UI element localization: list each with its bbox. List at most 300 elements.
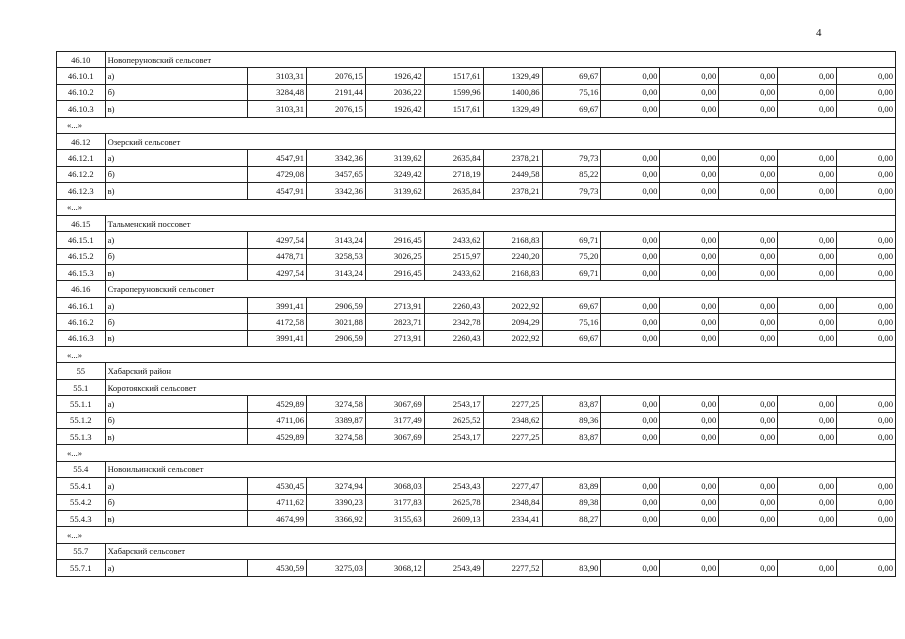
- row-variant: в): [105, 183, 248, 199]
- value-cell: 3258,53: [307, 248, 366, 264]
- value-cell: 2543,17: [424, 396, 483, 412]
- value-cell: 0,00: [660, 166, 719, 182]
- value-cell: 0,00: [601, 494, 660, 510]
- value-cell: 0,00: [778, 494, 837, 510]
- value-cell: 69,67: [542, 330, 601, 346]
- value-cell: 0,00: [601, 183, 660, 199]
- value-cell: 3274,58: [307, 396, 366, 412]
- value-cell: 69,67: [542, 68, 601, 84]
- value-cell: 3366,92: [307, 510, 366, 526]
- group-name: Коротоякский сельсовет: [105, 379, 895, 395]
- value-cell: 0,00: [719, 330, 778, 346]
- row-variant: б): [105, 494, 248, 510]
- value-cell: 2713,91: [365, 330, 424, 346]
- value-cell: 0,00: [601, 84, 660, 100]
- value-cell: 2094,29: [483, 314, 542, 330]
- value-cell: 0,00: [719, 412, 778, 428]
- table-row: [57, 330, 896, 346]
- row-variant: а): [105, 68, 248, 84]
- value-cell: 3177,49: [365, 412, 424, 428]
- value-cell: 2378,21: [483, 183, 542, 199]
- value-cell: 0,00: [660, 101, 719, 117]
- value-cell: 0,00: [660, 412, 719, 428]
- value-cell: 2916,45: [365, 265, 424, 281]
- group-name: Хабарский район: [105, 363, 895, 379]
- value-cell: 2713,91: [365, 297, 424, 313]
- group-name: Озерский сельсовет: [105, 133, 895, 149]
- group-header-row: [57, 133, 896, 149]
- row-code: 46.10.1: [57, 68, 106, 84]
- value-cell: 69,71: [542, 232, 601, 248]
- value-cell: 0,00: [778, 428, 837, 444]
- value-cell: 0,00: [601, 412, 660, 428]
- ellipsis-fill: [248, 199, 896, 215]
- row-code: 55.1.2: [57, 412, 106, 428]
- value-cell: 4297,54: [248, 265, 307, 281]
- row-variant: а): [105, 232, 248, 248]
- value-cell: 0,00: [719, 68, 778, 84]
- value-cell: 3103,31: [248, 68, 307, 84]
- group-header-row: [57, 215, 896, 231]
- row-code: 46.12: [57, 133, 106, 149]
- value-cell: 4547,91: [248, 183, 307, 199]
- group-header-row: [57, 281, 896, 297]
- row-code: 55.4: [57, 461, 106, 477]
- value-cell: 2625,52: [424, 412, 483, 428]
- value-cell: 0,00: [719, 428, 778, 444]
- value-cell: 0,00: [778, 330, 837, 346]
- table-row: [57, 101, 896, 117]
- value-cell: 0,00: [837, 396, 896, 412]
- value-cell: 0,00: [601, 68, 660, 84]
- row-code: 46.16: [57, 281, 106, 297]
- value-cell: 2433,62: [424, 232, 483, 248]
- value-cell: 0,00: [837, 248, 896, 264]
- value-cell: 2277,52: [483, 560, 542, 576]
- value-cell: 3390,23: [307, 494, 366, 510]
- value-cell: 0,00: [601, 330, 660, 346]
- value-cell: 0,00: [837, 166, 896, 182]
- value-cell: 2022,92: [483, 297, 542, 313]
- value-cell: 2168,83: [483, 232, 542, 248]
- table-row: [57, 494, 896, 510]
- value-cell: 3068,03: [365, 478, 424, 494]
- value-cell: 89,38: [542, 494, 601, 510]
- value-cell: 2625,78: [424, 494, 483, 510]
- value-cell: 0,00: [719, 297, 778, 313]
- value-cell: 83,87: [542, 396, 601, 412]
- row-code: 55.7: [57, 543, 106, 559]
- value-cell: 0,00: [601, 101, 660, 117]
- value-cell: 0,00: [837, 68, 896, 84]
- ellipsis-fill: [248, 527, 896, 543]
- value-cell: 0,00: [601, 396, 660, 412]
- value-cell: 69,67: [542, 297, 601, 313]
- value-cell: 0,00: [837, 478, 896, 494]
- value-cell: 75,20: [542, 248, 601, 264]
- value-cell: 0,00: [778, 560, 837, 576]
- value-cell: 4711,62: [248, 494, 307, 510]
- value-cell: 2277,25: [483, 396, 542, 412]
- value-cell: 0,00: [660, 183, 719, 199]
- value-cell: 2635,84: [424, 183, 483, 199]
- value-cell: 0,00: [660, 478, 719, 494]
- value-cell: 3143,24: [307, 232, 366, 248]
- value-cell: 3068,12: [365, 560, 424, 576]
- table-row: [57, 248, 896, 264]
- page-number: 4: [816, 27, 822, 39]
- value-cell: 3103,31: [248, 101, 307, 117]
- value-cell: 4529,89: [248, 428, 307, 444]
- value-cell: 2543,49: [424, 560, 483, 576]
- value-cell: 0,00: [837, 412, 896, 428]
- value-cell: 3991,41: [248, 297, 307, 313]
- value-cell: 2906,59: [307, 330, 366, 346]
- value-cell: 4529,89: [248, 396, 307, 412]
- value-cell: 75,16: [542, 314, 601, 330]
- value-cell: 1400,86: [483, 84, 542, 100]
- row-code: 46.12.1: [57, 150, 106, 166]
- ellipsis-mark: «...»: [57, 527, 248, 543]
- value-cell: 83,89: [542, 478, 601, 494]
- value-cell: 0,00: [719, 494, 778, 510]
- table-body: [57, 52, 896, 577]
- value-cell: 2277,47: [483, 478, 542, 494]
- value-cell: 0,00: [660, 68, 719, 84]
- row-code: 46.10.3: [57, 101, 106, 117]
- value-cell: 0,00: [660, 510, 719, 526]
- value-cell: 0,00: [719, 314, 778, 330]
- value-cell: 4530,59: [248, 560, 307, 576]
- value-cell: 4711,06: [248, 412, 307, 428]
- value-cell: 4530,45: [248, 478, 307, 494]
- value-cell: 0,00: [601, 265, 660, 281]
- value-cell: 0,00: [719, 84, 778, 100]
- value-cell: 3457,65: [307, 166, 366, 182]
- value-cell: 0,00: [778, 183, 837, 199]
- value-cell: 85,22: [542, 166, 601, 182]
- group-header-row: [57, 543, 896, 559]
- value-cell: 69,71: [542, 265, 601, 281]
- value-cell: 2348,84: [483, 494, 542, 510]
- value-cell: 3274,58: [307, 428, 366, 444]
- value-cell: 2240,20: [483, 248, 542, 264]
- value-cell: 0,00: [837, 494, 896, 510]
- row-variant: в): [105, 330, 248, 346]
- value-cell: 2378,21: [483, 150, 542, 166]
- table-row: [57, 183, 896, 199]
- group-header-row: [57, 363, 896, 379]
- group-header-row: [57, 52, 896, 68]
- value-cell: 0,00: [719, 478, 778, 494]
- row-variant: в): [105, 101, 248, 117]
- row-variant: а): [105, 478, 248, 494]
- value-cell: 0,00: [719, 150, 778, 166]
- value-cell: 2433,62: [424, 265, 483, 281]
- value-cell: 0,00: [778, 510, 837, 526]
- value-cell: 3274,94: [307, 478, 366, 494]
- ellipsis-fill: [248, 347, 896, 363]
- value-cell: 2191,44: [307, 84, 366, 100]
- group-name: Староперуновский сельсовет: [105, 281, 895, 297]
- ellipsis-mark: «...»: [57, 199, 248, 215]
- value-cell: 4674,99: [248, 510, 307, 526]
- table-row: [57, 68, 896, 84]
- value-cell: 1926,42: [365, 68, 424, 84]
- value-cell: 3067,69: [365, 396, 424, 412]
- value-cell: 2449,58: [483, 166, 542, 182]
- value-cell: 3389,87: [307, 412, 366, 428]
- value-cell: 0,00: [778, 297, 837, 313]
- table-row: [57, 150, 896, 166]
- table-row: [57, 478, 896, 494]
- row-code: 55.4.3: [57, 510, 106, 526]
- row-code: 55.1: [57, 379, 106, 395]
- table-row: [57, 232, 896, 248]
- value-cell: 0,00: [601, 232, 660, 248]
- value-cell: 3026,25: [365, 248, 424, 264]
- value-cell: 69,67: [542, 101, 601, 117]
- group-name: Хабарский сельсовет: [105, 543, 895, 559]
- value-cell: 4547,91: [248, 150, 307, 166]
- ellipsis-mark: «...»: [57, 347, 248, 363]
- value-cell: 2277,25: [483, 428, 542, 444]
- ellipsis-row: [57, 199, 896, 215]
- value-cell: 3342,36: [307, 150, 366, 166]
- row-variant: б): [105, 84, 248, 100]
- value-cell: 3275,03: [307, 560, 366, 576]
- value-cell: 0,00: [719, 265, 778, 281]
- table-row: [57, 428, 896, 444]
- value-cell: 4478,71: [248, 248, 307, 264]
- value-cell: 2916,45: [365, 232, 424, 248]
- ellipsis-fill: [248, 117, 896, 133]
- value-cell: 0,00: [660, 396, 719, 412]
- value-cell: 0,00: [837, 101, 896, 117]
- value-cell: 2543,17: [424, 428, 483, 444]
- row-code: 46.10: [57, 52, 106, 68]
- value-cell: 2635,84: [424, 150, 483, 166]
- value-cell: 0,00: [778, 232, 837, 248]
- value-cell: 0,00: [778, 248, 837, 264]
- value-cell: 0,00: [837, 265, 896, 281]
- row-code: 55: [57, 363, 106, 379]
- value-cell: 0,00: [601, 478, 660, 494]
- group-name: Тальменский поссовет: [105, 215, 895, 231]
- value-cell: 0,00: [837, 183, 896, 199]
- value-cell: 83,90: [542, 560, 601, 576]
- value-cell: 2609,13: [424, 510, 483, 526]
- value-cell: 2718,19: [424, 166, 483, 182]
- row-code: 46.16.2: [57, 314, 106, 330]
- value-cell: 89,36: [542, 412, 601, 428]
- value-cell: 3021,88: [307, 314, 366, 330]
- value-cell: 0,00: [601, 248, 660, 264]
- value-cell: 0,00: [660, 314, 719, 330]
- value-cell: 0,00: [778, 265, 837, 281]
- value-cell: 0,00: [660, 150, 719, 166]
- value-cell: 0,00: [660, 232, 719, 248]
- value-cell: 2348,62: [483, 412, 542, 428]
- value-cell: 2076,15: [307, 101, 366, 117]
- value-cell: 3139,62: [365, 183, 424, 199]
- ellipsis-fill: [248, 445, 896, 461]
- row-variant: б): [105, 166, 248, 182]
- value-cell: 0,00: [660, 560, 719, 576]
- row-variant: а): [105, 396, 248, 412]
- value-cell: 2260,43: [424, 297, 483, 313]
- row-code: 55.4.2: [57, 494, 106, 510]
- table-row: [57, 510, 896, 526]
- row-code: 55.7.1: [57, 560, 106, 576]
- value-cell: 0,00: [719, 166, 778, 182]
- group-name: Новоильинский сельсовет: [105, 461, 895, 477]
- value-cell: 0,00: [837, 232, 896, 248]
- value-cell: 0,00: [778, 84, 837, 100]
- value-cell: 0,00: [837, 84, 896, 100]
- value-cell: 0,00: [601, 150, 660, 166]
- value-cell: 2260,43: [424, 330, 483, 346]
- value-cell: 0,00: [778, 412, 837, 428]
- value-cell: 0,00: [660, 494, 719, 510]
- table-row: [57, 314, 896, 330]
- value-cell: 0,00: [660, 265, 719, 281]
- value-cell: 4172,58: [248, 314, 307, 330]
- row-variant: а): [105, 150, 248, 166]
- value-cell: 0,00: [601, 297, 660, 313]
- row-code: 55.4.1: [57, 478, 106, 494]
- value-cell: 3991,41: [248, 330, 307, 346]
- value-cell: 0,00: [719, 396, 778, 412]
- value-cell: 1599,96: [424, 84, 483, 100]
- value-cell: 0,00: [660, 248, 719, 264]
- value-cell: 3155,63: [365, 510, 424, 526]
- value-cell: 0,00: [660, 428, 719, 444]
- value-cell: 2334,41: [483, 510, 542, 526]
- value-cell: 3249,42: [365, 166, 424, 182]
- row-variant: в): [105, 428, 248, 444]
- row-code: 46.12.2: [57, 166, 106, 182]
- value-cell: 75,16: [542, 84, 601, 100]
- table-row: [57, 265, 896, 281]
- value-cell: 0,00: [719, 248, 778, 264]
- row-code: 46.15.2: [57, 248, 106, 264]
- value-cell: 0,00: [719, 510, 778, 526]
- value-cell: 1329,49: [483, 68, 542, 84]
- row-variant: б): [105, 412, 248, 428]
- value-cell: 0,00: [837, 330, 896, 346]
- ellipsis-row: [57, 117, 896, 133]
- value-cell: 2036,22: [365, 84, 424, 100]
- value-cell: 2823,71: [365, 314, 424, 330]
- value-cell: 4297,54: [248, 232, 307, 248]
- row-code: 46.12.3: [57, 183, 106, 199]
- table-row: [57, 84, 896, 100]
- value-cell: 1517,61: [424, 68, 483, 84]
- table-row: [57, 396, 896, 412]
- value-cell: 0,00: [837, 560, 896, 576]
- value-cell: 0,00: [837, 428, 896, 444]
- value-cell: 0,00: [778, 478, 837, 494]
- row-code: 46.15.3: [57, 265, 106, 281]
- value-cell: 3143,24: [307, 265, 366, 281]
- value-cell: 2515,97: [424, 248, 483, 264]
- value-cell: 0,00: [660, 84, 719, 100]
- group-name: Новоперуновский сельсовет: [105, 52, 895, 68]
- table-row: [57, 297, 896, 313]
- row-code: 46.15.1: [57, 232, 106, 248]
- row-variant: б): [105, 248, 248, 264]
- row-variant: в): [105, 265, 248, 281]
- value-cell: 1329,49: [483, 101, 542, 117]
- row-variant: б): [105, 314, 248, 330]
- value-cell: 3342,36: [307, 183, 366, 199]
- value-cell: 2342,78: [424, 314, 483, 330]
- value-cell: 0,00: [778, 150, 837, 166]
- row-code: 46.15: [57, 215, 106, 231]
- value-cell: 0,00: [778, 68, 837, 84]
- value-cell: 3284,48: [248, 84, 307, 100]
- value-cell: 0,00: [778, 166, 837, 182]
- value-cell: 0,00: [660, 297, 719, 313]
- table-row: [57, 166, 896, 182]
- value-cell: 1517,61: [424, 101, 483, 117]
- value-cell: 0,00: [719, 232, 778, 248]
- value-cell: 0,00: [778, 396, 837, 412]
- value-cell: 79,73: [542, 183, 601, 199]
- value-cell: 0,00: [719, 183, 778, 199]
- table-row: [57, 560, 896, 576]
- tariff-table: [56, 51, 896, 577]
- value-cell: 2022,92: [483, 330, 542, 346]
- value-cell: 0,00: [601, 314, 660, 330]
- value-cell: 0,00: [601, 560, 660, 576]
- value-cell: 1926,42: [365, 101, 424, 117]
- value-cell: 88,27: [542, 510, 601, 526]
- table-row: [57, 412, 896, 428]
- value-cell: 2076,15: [307, 68, 366, 84]
- group-header-row: [57, 379, 896, 395]
- value-cell: 0,00: [837, 314, 896, 330]
- row-variant: а): [105, 560, 248, 576]
- row-code: 55.1.3: [57, 428, 106, 444]
- row-code: 46.10.2: [57, 84, 106, 100]
- value-cell: 0,00: [719, 560, 778, 576]
- value-cell: 0,00: [837, 150, 896, 166]
- value-cell: 0,00: [837, 297, 896, 313]
- value-cell: 0,00: [601, 428, 660, 444]
- ellipsis-row: [57, 445, 896, 461]
- value-cell: 0,00: [778, 101, 837, 117]
- value-cell: 2543,43: [424, 478, 483, 494]
- ellipsis-row: [57, 347, 896, 363]
- row-variant: в): [105, 510, 248, 526]
- value-cell: 3067,69: [365, 428, 424, 444]
- value-cell: 2168,83: [483, 265, 542, 281]
- value-cell: 2906,59: [307, 297, 366, 313]
- value-cell: 83,87: [542, 428, 601, 444]
- row-variant: а): [105, 297, 248, 313]
- row-code: 55.1.1: [57, 396, 106, 412]
- value-cell: 0,00: [601, 510, 660, 526]
- value-cell: 0,00: [660, 330, 719, 346]
- value-cell: 0,00: [601, 166, 660, 182]
- value-cell: 79,73: [542, 150, 601, 166]
- ellipsis-row: [57, 527, 896, 543]
- value-cell: 4729,08: [248, 166, 307, 182]
- value-cell: 0,00: [719, 101, 778, 117]
- group-header-row: [57, 461, 896, 477]
